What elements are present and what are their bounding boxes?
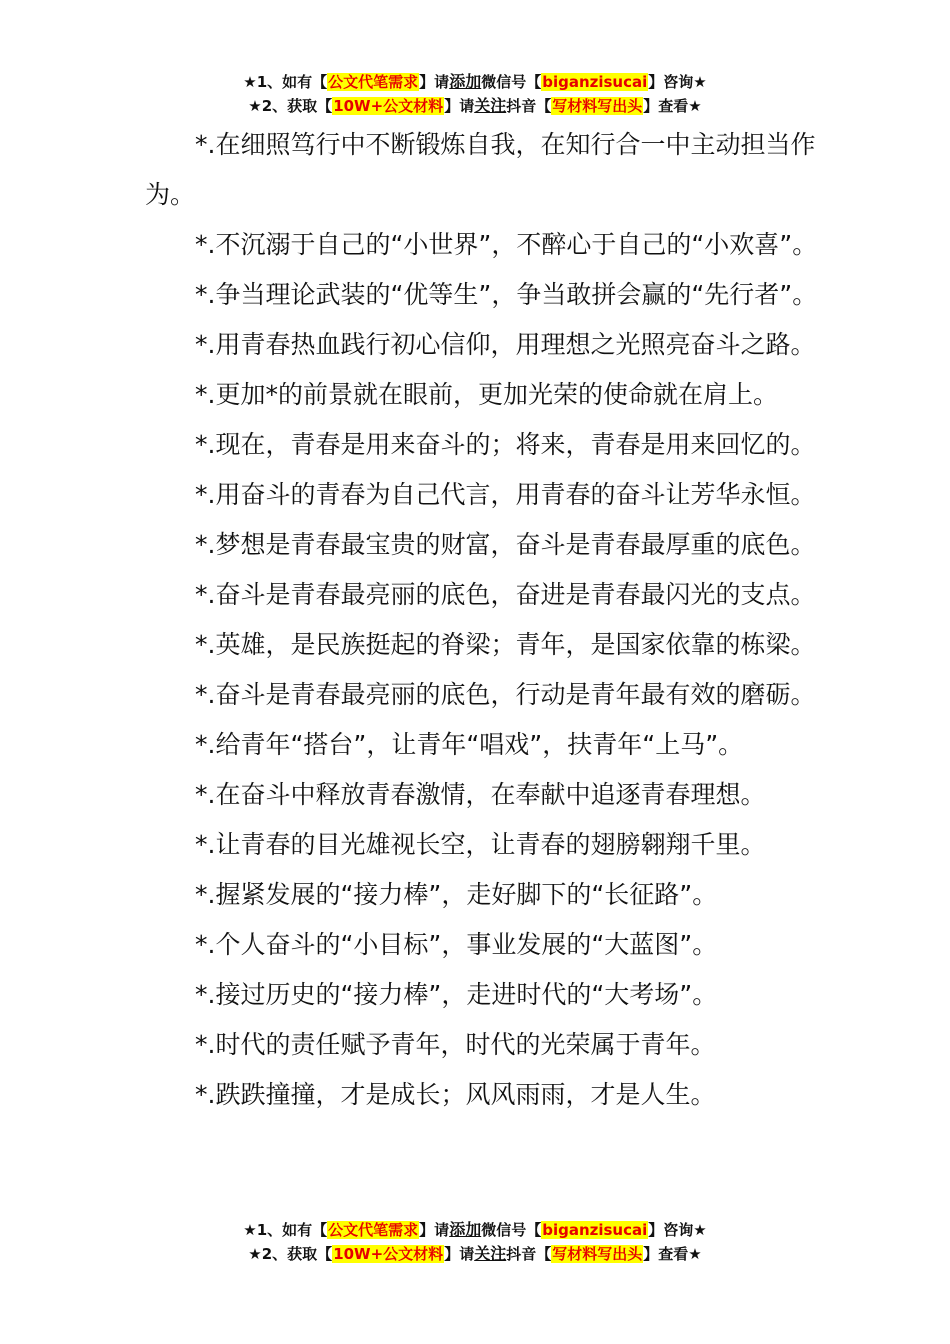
paragraph: *.用青春热血践行初心信仰，用理想之光照亮奋斗之路。: [195, 330, 816, 359]
banner-line-1: ★1、如有【公文代笔需求】请添加微信号【biganzisucai】咨询★: [243, 1220, 707, 1239]
highlight-service: 公文代笔需求: [328, 1221, 419, 1239]
banner-line-1: ★1、如有【公文代笔需求】请添加微信号【biganzisucai】咨询★: [243, 72, 707, 91]
highlight-wechat-id: biganzisucai: [542, 73, 648, 91]
paragraph: *.在奋斗中释放青春激情，在奉献中追逐青春理想。: [195, 780, 766, 809]
paragraph: *.现在，青春是用来奋斗的；将来，青春是用来回忆的。: [195, 430, 816, 459]
paragraph: *.争当理论武装的“优等生”，争当敢拼会赢的“先行者”。: [195, 280, 818, 309]
highlight-materials: 10W+公文材料: [333, 1245, 444, 1263]
highlight-douyin-account: 写材料写出头: [552, 97, 643, 115]
paragraph: *.个人奋斗的“小目标”，事业发展的“大蓝图”。: [195, 930, 718, 959]
banner-line-2: ★2、获取【10W+公文材料】请关注抖音【写材料写出头】查看★: [248, 1244, 702, 1263]
highlight-materials: 10W+公文材料: [333, 97, 444, 115]
emphasis-follow: 关注: [474, 1244, 507, 1263]
highlight-douyin-account: 写材料写出头: [552, 1245, 643, 1263]
highlight-service: 公文代笔需求: [328, 73, 419, 91]
paragraph: *.跌跌撞撞，才是成长；风风雨雨，才是人生。: [195, 1080, 716, 1109]
paragraph: *.英雄，是民族挺起的脊梁；青年，是国家依靠的栋梁。: [195, 630, 816, 659]
paragraph: *.梦想是青春最宝贵的财富，奋斗是青春最厚重的底色。: [195, 530, 816, 559]
paragraph: *.不沉溺于自己的“小世界”，不醉心于自己的“小欢喜”。: [195, 230, 818, 259]
paragraph: *.奋斗是青春最亮丽的底色，行动是青年最有效的磨砺。: [195, 680, 816, 709]
emphasis-follow: 关注: [474, 96, 507, 115]
emphasis-add: 添加: [449, 1220, 482, 1239]
highlight-wechat-id: biganzisucai: [542, 1221, 648, 1239]
paragraph: *.用奋斗的青春为自己代言，用青春的奋斗让芳华永恒。: [195, 480, 816, 509]
paragraph: *.握紧发展的“接力棒”，走好脚下的“长征路”。: [195, 880, 718, 909]
paragraph: *.时代的责任赋予青年，时代的光荣属于青年。: [195, 1030, 716, 1059]
banner-line-2: ★2、获取【10W+公文材料】请关注抖音【写材料写出头】查看★: [248, 96, 702, 115]
paragraph: *.奋斗是青春最亮丽的底色，奋进是青春最闪光的支点。: [195, 580, 816, 609]
header-banner: [0, 70, 950, 118]
paragraph: *.让青春的目光雄视长空，让青春的翅膀翱翔千里。: [195, 830, 766, 859]
paragraph: *.更加*的前景就在眼前，更加光荣的使命就在肩上。: [195, 380, 778, 409]
footer-banner: [0, 1218, 950, 1266]
paragraph: *.给青年“搭台”，让青年“唱戏”，扶青年“上马”。: [195, 730, 744, 759]
document-body: [145, 120, 825, 1120]
emphasis-add: 添加: [449, 72, 482, 91]
paragraph: *.接过历史的“接力棒”，走进时代的“大考场”。: [195, 980, 718, 1009]
paragraph: *.在细照笃行中不断锻炼自我，在知行合一中主动担当作为。: [145, 130, 816, 209]
